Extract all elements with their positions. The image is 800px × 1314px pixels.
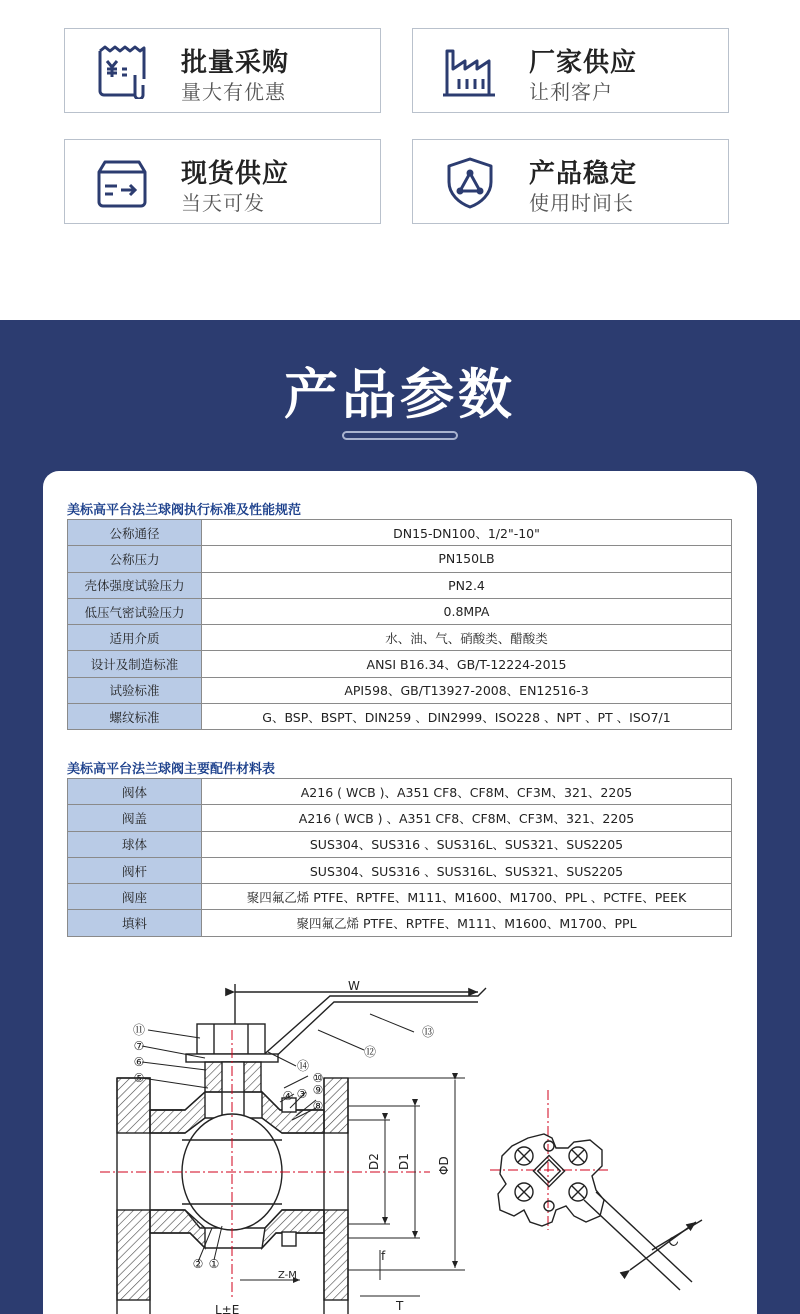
feature-title: 现货供应 xyxy=(181,159,290,189)
row-value: PN150LB xyxy=(202,546,732,572)
part-number: ⑧ xyxy=(312,1099,324,1113)
row-value: 聚四氟乙烯 PTFE、RPTFE、M111、M1600、M1700、PPL 、PCTFE、PEEK xyxy=(202,884,732,910)
row-value: DN15-DN100、1/2"-10" xyxy=(202,520,732,546)
table-row xyxy=(68,598,732,624)
dim-label-phi-d: ΦD xyxy=(437,1156,451,1175)
table-row xyxy=(68,857,732,883)
table-row xyxy=(68,779,732,805)
row-key: 公称通径 xyxy=(68,520,202,546)
row-value: 0.8MPA xyxy=(202,598,732,624)
dim-label-d2: D2 xyxy=(367,1153,381,1170)
row-key: 低压气密试验压力 xyxy=(68,598,202,624)
part-number: ⑭ xyxy=(296,1059,310,1073)
dim-label-zm: Z-M xyxy=(278,1270,297,1281)
row-value: A216 ( WCB )、A351 CF8、CF8M、CF3M、321、2205 xyxy=(202,779,732,805)
dim-label-t: T xyxy=(396,1299,404,1313)
row-key: 试验标准 xyxy=(68,677,202,703)
feature-title: 批量采购 xyxy=(181,48,290,78)
feature-title: 产品稳定 xyxy=(529,159,638,189)
dim-label-c: C xyxy=(665,1234,682,1251)
row-key: 填料 xyxy=(68,910,202,936)
feature-subtitle: 量大有优惠 xyxy=(181,80,286,104)
spec-table xyxy=(67,519,732,730)
part-number: ⑤ xyxy=(133,1071,145,1085)
feature-title: 厂家供应 xyxy=(529,48,638,78)
table-row xyxy=(68,625,732,651)
part-number: ⑫ xyxy=(363,1045,377,1059)
shield-icon xyxy=(443,156,497,210)
table-row xyxy=(68,651,732,677)
mounting-pad-view xyxy=(498,1134,702,1290)
table-row xyxy=(68,520,732,546)
table-row xyxy=(68,831,732,857)
part-number: ⑩ xyxy=(312,1071,324,1085)
feature-card-factory xyxy=(412,28,729,113)
row-key: 阀杆 xyxy=(68,857,202,883)
feature-card-stable xyxy=(412,139,729,224)
row-key: 适用介质 xyxy=(68,625,202,651)
row-value: ANSI B16.34、GB/T-12224-2015 xyxy=(202,651,732,677)
part-number: ⑥ xyxy=(133,1055,145,1069)
table-row xyxy=(68,546,732,572)
delivery-box-icon xyxy=(95,156,149,210)
row-value: API598、GB/T13927-2008、EN12516-3 xyxy=(202,677,732,703)
part-number: ⑦ xyxy=(133,1039,145,1053)
row-key: 设计及制造标准 xyxy=(68,651,202,677)
dim-label-d1: D1 xyxy=(397,1153,411,1170)
part-number: ② xyxy=(192,1257,204,1271)
row-value: 水、油、气、硝酸类、醋酸类 xyxy=(202,625,732,651)
row-key: 球体 xyxy=(68,831,202,857)
row-key: 螺纹标准 xyxy=(68,704,202,730)
feature-subtitle: 使用时间长 xyxy=(529,191,634,215)
row-value: SUS304、SUS316 、SUS316L、SUS321、SUS2205 xyxy=(202,831,732,857)
table-row xyxy=(68,805,732,831)
feature-card-bulk xyxy=(64,28,381,113)
dim-label-w: W xyxy=(348,979,360,993)
row-key: 阀体 xyxy=(68,779,202,805)
table-row xyxy=(68,704,732,730)
dim-label-f: f xyxy=(381,1249,386,1263)
table-row xyxy=(68,572,732,598)
row-key: 公称压力 xyxy=(68,546,202,572)
row-value: A216 ( WCB ) 、A351 CF8、CF8M、CF3M、321、2205 xyxy=(202,805,732,831)
table-row xyxy=(68,884,732,910)
row-value: SUS304、SUS316 、SUS316L、SUS321、SUS2205 xyxy=(202,857,732,883)
table-row xyxy=(68,677,732,703)
feature-card-stock xyxy=(64,139,381,224)
row-key: 阀座 xyxy=(68,884,202,910)
table-row xyxy=(68,910,732,936)
row-value: 聚四氟乙烯 PTFE、RPTFE、M111、M1600、M1700、PPL xyxy=(202,910,732,936)
invoice-icon xyxy=(95,45,149,99)
factory-icon xyxy=(443,45,497,99)
spec-table-caption: 美标高平台法兰球阀执行标准及性能规范 xyxy=(67,503,302,518)
part-number: ⑬ xyxy=(421,1025,435,1039)
row-value: G、BSP、BSPT、DIN259 、DIN2999、ISO228 、NPT 、PT 、ISO7/1 xyxy=(202,704,732,730)
part-number: ⑪ xyxy=(132,1023,146,1037)
feature-subtitle: 当天可发 xyxy=(181,191,265,215)
dim-label-l: L±E xyxy=(215,1303,240,1314)
valve-technical-drawing xyxy=(0,970,800,1314)
material-table-caption: 美标高平台法兰球阀主要配件材料表 xyxy=(67,762,276,777)
feature-subtitle: 让利客户 xyxy=(529,80,613,104)
material-table xyxy=(67,778,732,937)
row-key: 壳体强度试验压力 xyxy=(68,572,202,598)
part-number: ③ xyxy=(296,1087,308,1101)
section-divider xyxy=(342,431,458,440)
part-number: ① xyxy=(208,1257,220,1271)
features-section xyxy=(0,0,800,320)
part-number: ④ xyxy=(282,1089,294,1103)
part-number: ⑨ xyxy=(312,1083,324,1097)
section-title: 产品参数 xyxy=(284,363,516,426)
row-key: 阀盖 xyxy=(68,805,202,831)
row-value: PN2.4 xyxy=(202,572,732,598)
